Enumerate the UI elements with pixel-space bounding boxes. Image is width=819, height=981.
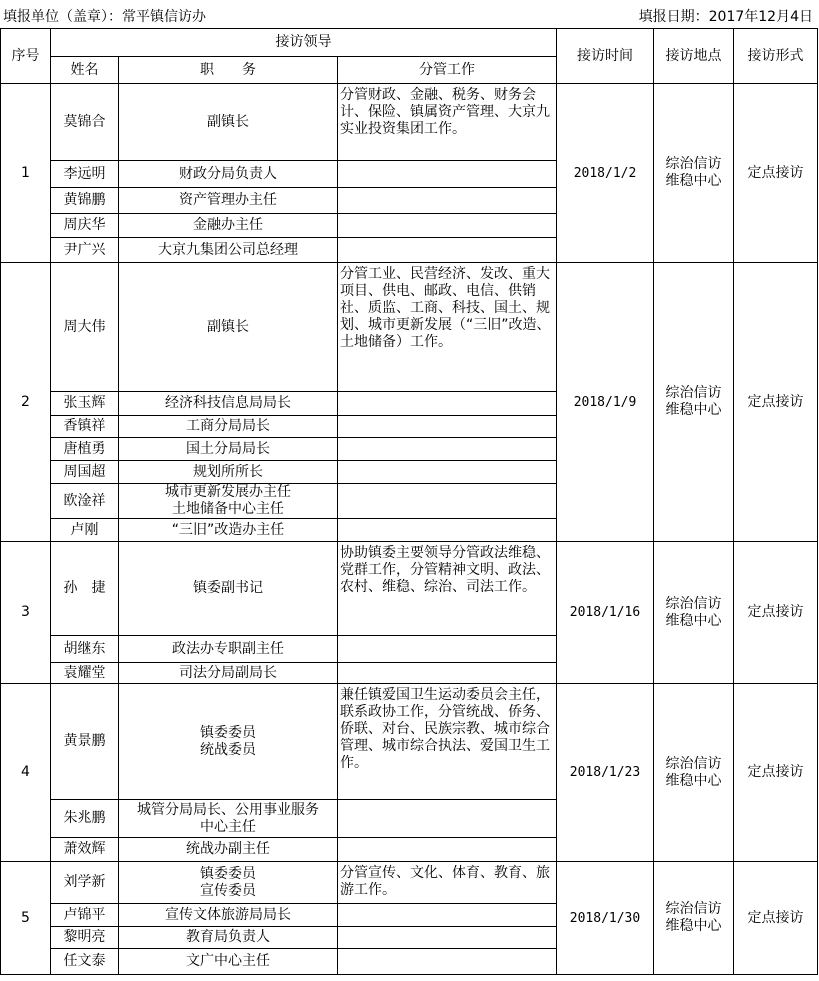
position-cell: 副镇长	[119, 263, 338, 392]
location-cell: 综治信访 维稳中心	[654, 84, 734, 263]
work-cell	[338, 214, 557, 238]
position-cell: 经济科技信息局局长	[119, 392, 338, 416]
table-row	[1, 542, 818, 636]
name-cell: 莫锦合	[51, 84, 119, 161]
location-cell: 综治信访 维稳中心	[654, 862, 734, 975]
position-cell: 文广中心主任	[119, 949, 338, 975]
position-cell: 资产管理办主任	[119, 188, 338, 214]
form-cell: 定点接访	[734, 862, 818, 975]
work-cell: 兼任镇爱国卫生运动委员会主任，联系政协工作，分管统战、侨务、侨联、对台、民族宗教、城市综合管理、城市综合执法、爱国卫生工作。	[338, 684, 557, 800]
work-cell	[338, 161, 557, 188]
position-cell: 财政分局负责人	[119, 161, 338, 188]
work-cell	[338, 636, 557, 663]
table-row	[1, 84, 818, 161]
work-cell	[338, 949, 557, 975]
work-cell: 分管财政、金融、税务、财务会计、保险、镇属资产管理、大京九实业投资集团工作。	[338, 84, 557, 161]
col-name-header: 姓名	[51, 57, 119, 84]
name-cell: 黄景鹏	[51, 684, 119, 800]
name-cell: 黄锦鹏	[51, 188, 119, 214]
work-cell	[338, 800, 557, 838]
time-cell: 2018/1/9	[557, 263, 654, 542]
position-cell: 副镇长	[119, 84, 338, 161]
seq-cell: 4	[1, 684, 51, 862]
filing-date: 填报日期：2017年12月4日	[638, 9, 813, 25]
name-cell: 周大伟	[51, 263, 119, 392]
header-row-1	[1, 29, 818, 57]
work-cell: 分管宣传、文化、体育、教育、旅游工作。	[338, 862, 557, 904]
seq-cell: 1	[1, 84, 51, 263]
reception-schedule-table	[0, 28, 818, 975]
table-row	[1, 684, 818, 800]
work-cell	[338, 416, 557, 438]
position-cell: 国土分局局长	[119, 438, 338, 461]
time-cell: 2018/1/23	[557, 684, 654, 862]
col-form-header: 接访形式	[734, 29, 818, 84]
name-cell: 孙 捷	[51, 542, 119, 636]
work-cell	[338, 927, 557, 949]
time-cell: 2018/1/16	[557, 542, 654, 684]
position-cell: 城市更新发展办主任 土地储备中心主任	[119, 484, 338, 519]
work-cell	[338, 392, 557, 416]
position-cell: 金融办主任	[119, 214, 338, 238]
name-cell: 胡继东	[51, 636, 119, 663]
name-cell: 刘学新	[51, 862, 119, 904]
name-cell: 周庆华	[51, 214, 119, 238]
seq-cell: 5	[1, 862, 51, 975]
position-cell: “三旧”改造办主任	[119, 519, 338, 542]
position-cell: 宣传文体旅游局局长	[119, 904, 338, 927]
position-cell: 镇委委员 统战委员	[119, 684, 338, 800]
form-header	[0, 0, 819, 28]
name-cell: 萧效辉	[51, 838, 119, 862]
col-seq-header: 序号	[1, 29, 51, 84]
work-cell	[338, 663, 557, 684]
work-cell	[338, 484, 557, 519]
work-cell	[338, 188, 557, 214]
time-cell: 2018/1/2	[557, 84, 654, 263]
seq-cell: 3	[1, 542, 51, 684]
work-cell	[338, 904, 557, 927]
col-leaders-group-header: 接访领导	[51, 29, 557, 57]
name-cell: 唐植勇	[51, 438, 119, 461]
name-cell: 张玉辉	[51, 392, 119, 416]
col-time-header: 接访时间	[557, 29, 654, 84]
name-cell: 李远明	[51, 161, 119, 188]
position-cell: 镇委委员 宣传委员	[119, 862, 338, 904]
location-cell: 综治信访 维稳中心	[654, 263, 734, 542]
name-cell: 尹广兴	[51, 238, 119, 263]
table-body	[1, 29, 818, 975]
location-cell: 综治信访 维稳中心	[654, 542, 734, 684]
work-cell: 协助镇委主要领导分管政法维稳、党群工作，分管精神文明、政法、农村、维稳、综治、司法工作。	[338, 542, 557, 636]
name-cell: 黎明亮	[51, 927, 119, 949]
col-location-header: 接访地点	[654, 29, 734, 84]
work-cell	[338, 519, 557, 542]
name-cell: 卢锦平	[51, 904, 119, 927]
name-cell: 任文泰	[51, 949, 119, 975]
form-cell: 定点接访	[734, 684, 818, 862]
work-cell: 分管工业、民营经济、发改、重大项目、供电、邮政、电信、供销社、质监、工商、科技、国土、规划、城市更新发展（“三旧”改造、土地储备）工作。	[338, 263, 557, 392]
name-cell: 袁耀堂	[51, 663, 119, 684]
position-cell: 规划所所长	[119, 461, 338, 484]
name-cell: 欧淦祥	[51, 484, 119, 519]
work-cell	[338, 461, 557, 484]
work-cell	[338, 838, 557, 862]
work-cell	[338, 438, 557, 461]
seq-cell: 2	[1, 263, 51, 542]
form-cell: 定点接访	[734, 542, 818, 684]
name-cell: 卢刚	[51, 519, 119, 542]
form-cell: 定点接访	[734, 263, 818, 542]
name-cell: 周国超	[51, 461, 119, 484]
form-cell: 定点接访	[734, 84, 818, 263]
position-cell: 镇委副书记	[119, 542, 338, 636]
position-cell: 工商分局局长	[119, 416, 338, 438]
table-row	[1, 263, 818, 392]
position-cell: 城管分局局长、公用事业服务 中心主任	[119, 800, 338, 838]
col-work-header: 分管工作	[338, 57, 557, 84]
position-cell: 统战办副主任	[119, 838, 338, 862]
name-cell: 朱兆鹏	[51, 800, 119, 838]
name-cell: 香镇祥	[51, 416, 119, 438]
position-cell: 政法办专职副主任	[119, 636, 338, 663]
position-cell: 司法分局副局长	[119, 663, 338, 684]
table-row	[1, 862, 818, 904]
time-cell: 2018/1/30	[557, 862, 654, 975]
work-cell	[338, 238, 557, 263]
position-cell: 大京九集团公司总经理	[119, 238, 338, 263]
position-cell: 教育局负责人	[119, 927, 338, 949]
col-position-header: 职 务	[119, 57, 338, 84]
filing-unit: 填报单位（盖章）：常平镇信访办	[3, 9, 206, 25]
location-cell: 综治信访 维稳中心	[654, 684, 734, 862]
